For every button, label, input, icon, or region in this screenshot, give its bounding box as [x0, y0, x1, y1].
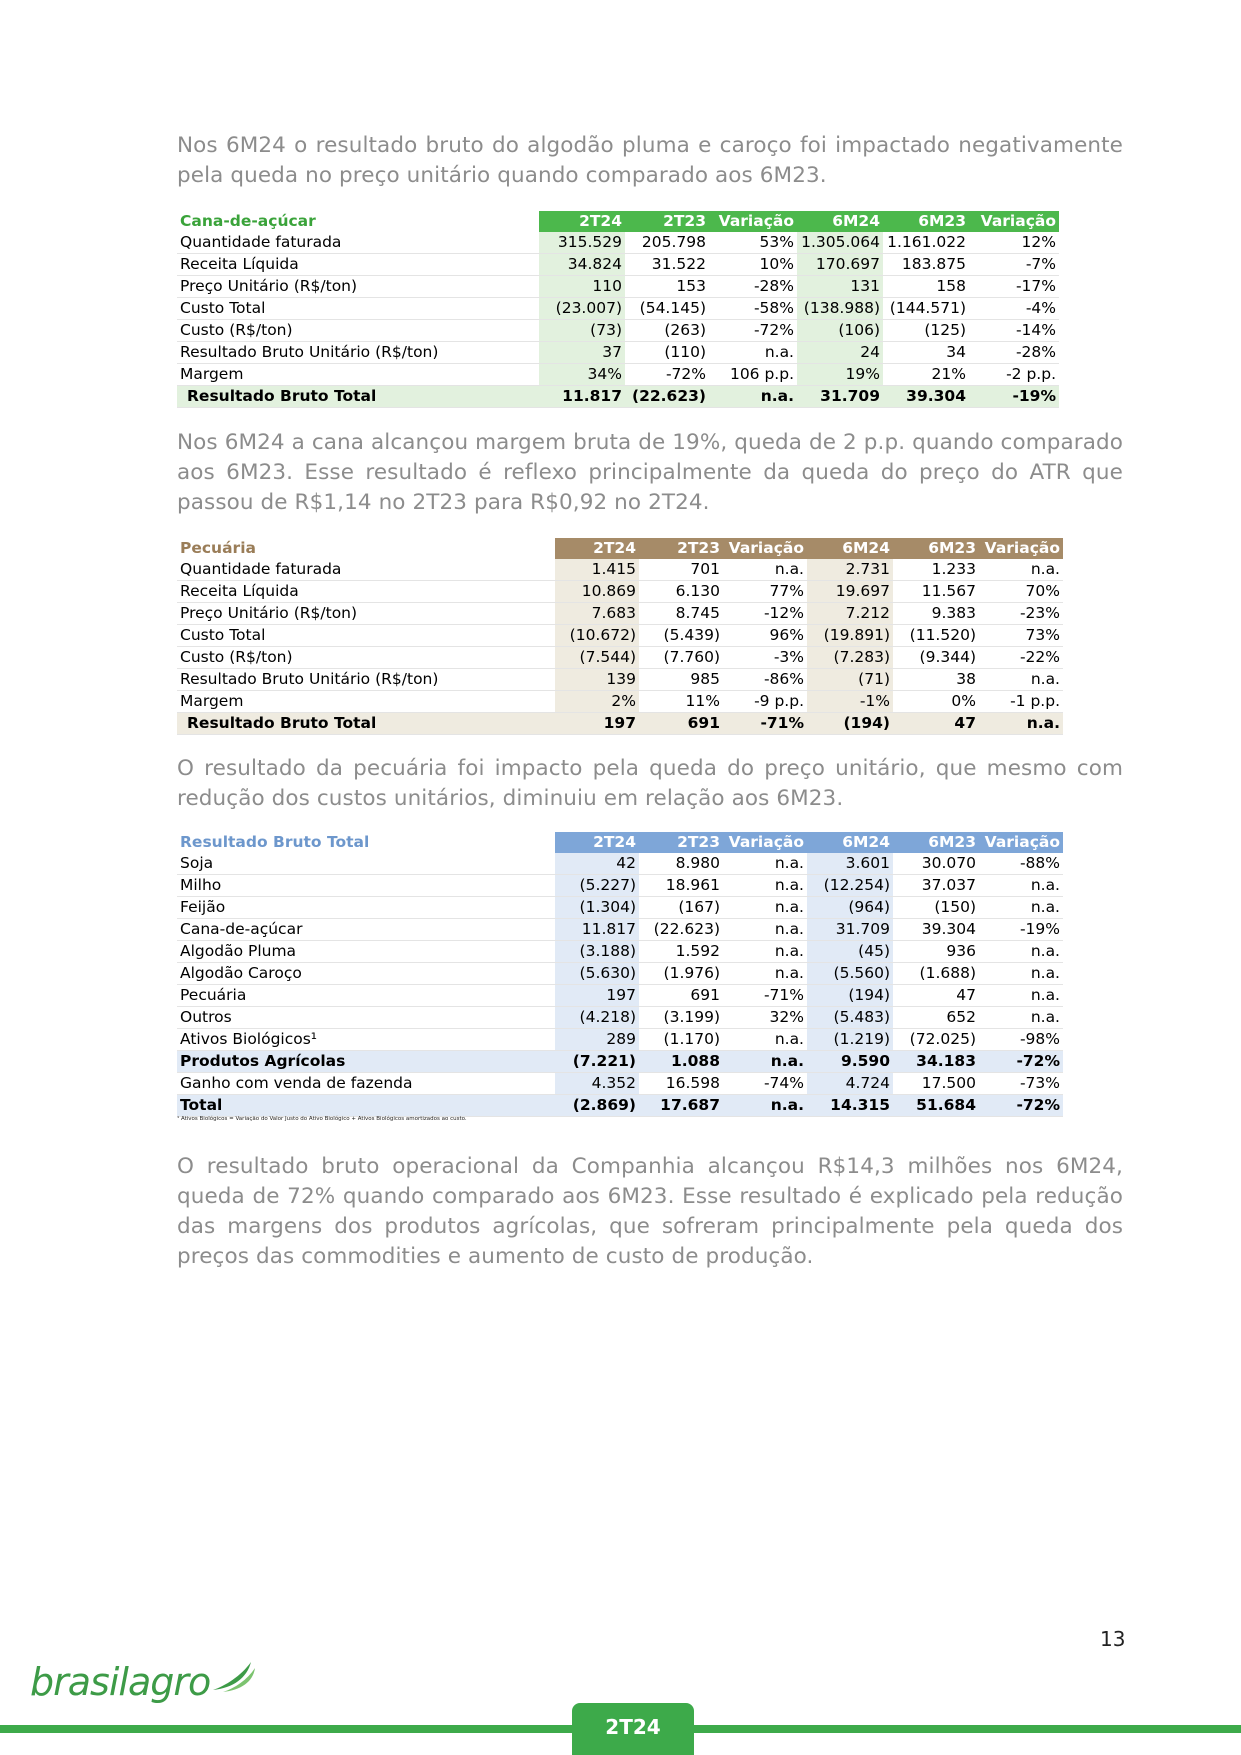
pecuaria-row-label: Margem: [177, 691, 555, 713]
resultado-row-label: Cana-de-açúcar: [177, 919, 555, 941]
pecuaria-cell: 701: [639, 559, 723, 581]
cana-cell: -72%: [625, 364, 709, 386]
resultado-row-label: Pecuária: [177, 985, 555, 1007]
paragraph-algodao: Nos 6M24 o resultado bruto do algodão pluma e caroço foi impactado negativamente pela queda no preço unitário quando comparado aos 6M23.: [177, 133, 1123, 188]
resultado-row: [177, 1073, 1063, 1095]
pecuaria-cell: n.a.: [979, 713, 1063, 735]
resultado-cell: 652: [893, 1007, 979, 1029]
resultado-cell: n.a.: [979, 941, 1063, 963]
cana-cell: -7%: [969, 254, 1059, 276]
pecuaria-cell: 77%: [723, 581, 807, 603]
pecuaria-cell: 0%: [893, 691, 979, 713]
pecuaria-row-label: Receita Líquida: [177, 581, 555, 603]
cana-cell: 53%: [709, 232, 797, 254]
pecuaria-cell: 38: [893, 669, 979, 691]
pecuaria-cell: 2.731: [807, 559, 893, 581]
cana-cell: -4%: [969, 298, 1059, 320]
cana-row: [177, 298, 1059, 320]
resultado-row-label: Milho: [177, 875, 555, 897]
resultado-cell: 37.037: [893, 875, 979, 897]
resultado-title: Resultado Bruto Total: [177, 832, 555, 853]
cana-cell: 106 p.p.: [709, 364, 797, 386]
cana-col-header: 6M23: [883, 211, 969, 232]
resultado-cell: (1.170): [639, 1029, 723, 1051]
resultado-cell: 289: [555, 1029, 639, 1051]
paragraph-resultado: O resultado bruto operacional da Companhia alcançou R$14,3 milhões nos 6M24, queda de 72% quando comparado aos 6M23. Esse resultado é explicado pela redução das margens dos produtos agrícolas, que sofreram principalmente pela queda dos preços das commodities e aumento de custo de produção.: [177, 1154, 1123, 1269]
resultado-cell: (1.304): [555, 897, 639, 919]
pecuaria-cell: 19.697: [807, 581, 893, 603]
pecuaria-row-label: Resultado Bruto Unitário (R$/ton): [177, 669, 555, 691]
pecuaria-row: [177, 603, 1063, 625]
cana-cell: 34.824: [539, 254, 625, 276]
cana-cell: 170.697: [797, 254, 883, 276]
resultado-row: [177, 963, 1063, 985]
resultado-cell: (167): [639, 897, 723, 919]
resultado-cell: (4.218): [555, 1007, 639, 1029]
resultado-cell: 31.709: [807, 919, 893, 941]
resultado-cell: (7.221): [555, 1051, 639, 1073]
resultado-row-label: Outros: [177, 1007, 555, 1029]
resultado-cell: -71%: [723, 985, 807, 1007]
resultado-cell: (12.254): [807, 875, 893, 897]
cana-cell: n.a.: [709, 342, 797, 364]
resultado-cell: 32%: [723, 1007, 807, 1029]
cana-row-label: Margem: [177, 364, 539, 386]
cana-cell: -28%: [969, 342, 1059, 364]
resultado-cell: 47: [893, 985, 979, 1007]
cana-cell: -19%: [969, 386, 1059, 408]
pecuaria-cell: -86%: [723, 669, 807, 691]
cana-row: [177, 364, 1059, 386]
resultado-cell: n.a.: [723, 897, 807, 919]
pecuaria-cell: (7.283): [807, 647, 893, 669]
cana-col-header: 2T24: [539, 211, 625, 232]
pecuaria-cell: 1.415: [555, 559, 639, 581]
cana-cell: -2 p.p.: [969, 364, 1059, 386]
pecuaria-table: [177, 538, 1063, 735]
pecuaria-cell: (11.520): [893, 625, 979, 647]
resultado-cell: -88%: [979, 853, 1063, 875]
resultado-cell: 14.315: [807, 1095, 893, 1117]
resultado-cell: n.a.: [723, 1051, 807, 1073]
resultado-row: [177, 1051, 1063, 1073]
resultado-col-header: Variação: [979, 832, 1063, 853]
pecuaria-cell: 73%: [979, 625, 1063, 647]
resultado-cell: -72%: [979, 1095, 1063, 1117]
pecuaria-cell: -12%: [723, 603, 807, 625]
pecuaria-cell: -22%: [979, 647, 1063, 669]
resultado-row: [177, 897, 1063, 919]
pecuaria-row: [177, 647, 1063, 669]
resultado-body: [177, 853, 1063, 1117]
cana-cell: (23.007): [539, 298, 625, 320]
cana-row: [177, 254, 1059, 276]
pecuaria-row: [177, 713, 1063, 735]
pecuaria-row-label: Preço Unitário (R$/ton): [177, 603, 555, 625]
resultado-row-label: Ativos Biológicos¹: [177, 1029, 555, 1051]
cana-row: [177, 386, 1059, 408]
resultado-cell: -73%: [979, 1073, 1063, 1095]
resultado-cell: (22.623): [639, 919, 723, 941]
resultado-cell: n.a.: [979, 897, 1063, 919]
resultado-cell: (5.227): [555, 875, 639, 897]
resultado-cell: 30.070: [893, 853, 979, 875]
resultado-row: [177, 875, 1063, 897]
cana-row-label: Resultado Bruto Total: [177, 386, 539, 408]
resultado-cell: n.a.: [723, 963, 807, 985]
cana-row: [177, 276, 1059, 298]
cana-cell: (263): [625, 320, 709, 342]
cana-row-label: Custo (R$/ton): [177, 320, 539, 342]
pecuaria-cell: 985: [639, 669, 723, 691]
resultado-cell: n.a.: [723, 853, 807, 875]
resultado-cell: 4.352: [555, 1073, 639, 1095]
cana-cell: 10%: [709, 254, 797, 276]
resultado-cell: -74%: [723, 1073, 807, 1095]
cana-cell: -17%: [969, 276, 1059, 298]
pecuaria-row: [177, 559, 1063, 581]
cana-cell: -72%: [709, 320, 797, 342]
resultado-row-label: Produtos Agrícolas: [177, 1051, 555, 1073]
resultado-cell: 51.684: [893, 1095, 979, 1117]
cana-col-header: Variação: [709, 211, 797, 232]
cana-cell: 158: [883, 276, 969, 298]
resultado-cell: n.a.: [723, 1029, 807, 1051]
cana-col-header: 2T23: [625, 211, 709, 232]
cana-cell: 37: [539, 342, 625, 364]
cana-cell: 315.529: [539, 232, 625, 254]
pecuaria-cell: 11%: [639, 691, 723, 713]
logo-wordmark: brasilagro: [30, 1660, 211, 1704]
cana-cell: 1.161.022: [883, 232, 969, 254]
resultado-cell: -72%: [979, 1051, 1063, 1073]
resultado-col-header: 2T24: [555, 832, 639, 853]
cana-col-header: 6M24: [797, 211, 883, 232]
pecuaria-cell: 1.233: [893, 559, 979, 581]
logo-leaf-icon: [211, 1660, 257, 1694]
cana-row-label: Resultado Bruto Unitário (R$/ton): [177, 342, 539, 364]
resultado-cell: 34.183: [893, 1051, 979, 1073]
resultado-cell: -98%: [979, 1029, 1063, 1051]
cana-cell: -28%: [709, 276, 797, 298]
cana-cell: (138.988): [797, 298, 883, 320]
cana-cell: (125): [883, 320, 969, 342]
resultado-header-row: [177, 832, 1063, 853]
resultado-row: [177, 919, 1063, 941]
pecuaria-title: Pecuária: [177, 538, 555, 559]
pecuaria-cell: 691: [639, 713, 723, 735]
pecuaria-cell: 2%: [555, 691, 639, 713]
cana-col-header: Variação: [969, 211, 1059, 232]
resultado-cell: 1.088: [639, 1051, 723, 1073]
resultado-cell: n.a.: [979, 875, 1063, 897]
resultado-col-header: 6M23: [893, 832, 979, 853]
cana-cell: 131: [797, 276, 883, 298]
resultado-cell: (45): [807, 941, 893, 963]
resultado-cell: 42: [555, 853, 639, 875]
resultado-row-label: Total: [177, 1095, 555, 1117]
pecuaria-cell: 11.567: [893, 581, 979, 603]
cana-row: [177, 342, 1059, 364]
resultado-row-label: Algodão Pluma: [177, 941, 555, 963]
pecuaria-cell: (194): [807, 713, 893, 735]
pecuaria-cell: 10.869: [555, 581, 639, 603]
resultado-cell: 197: [555, 985, 639, 1007]
cana-table: [177, 211, 1059, 408]
pecuaria-cell: (10.672): [555, 625, 639, 647]
resultado-cell: 691: [639, 985, 723, 1007]
resultado-cell: (3.188): [555, 941, 639, 963]
pecuaria-cell: 9.383: [893, 603, 979, 625]
pecuaria-row-label: Custo (R$/ton): [177, 647, 555, 669]
resultado-row-label: Algodão Caroço: [177, 963, 555, 985]
pecuaria-cell: 6.130: [639, 581, 723, 603]
resultado-cell: 3.601: [807, 853, 893, 875]
resultado-row: [177, 941, 1063, 963]
pecuaria-cell: (71): [807, 669, 893, 691]
pecuaria-body: [177, 559, 1063, 735]
pecuaria-cell: -1%: [807, 691, 893, 713]
resultado-cell: 8.980: [639, 853, 723, 875]
pecuaria-row-label: Resultado Bruto Total: [177, 713, 555, 735]
pecuaria-cell: (19.891): [807, 625, 893, 647]
resultado-cell: 1.592: [639, 941, 723, 963]
resultado-cell: (2.869): [555, 1095, 639, 1117]
resultado-cell: 18.961: [639, 875, 723, 897]
resultado-col-header: 6M24: [807, 832, 893, 853]
cana-cell: 19%: [797, 364, 883, 386]
pecuaria-row-label: Custo Total: [177, 625, 555, 647]
cana-cell: -58%: [709, 298, 797, 320]
cana-cell: 11.817: [539, 386, 625, 408]
resultado-row: [177, 1007, 1063, 1029]
resultado-cell: (72.025): [893, 1029, 979, 1051]
resultado-cell: (1.976): [639, 963, 723, 985]
resultado-row-label: Ganho com venda de fazenda: [177, 1073, 555, 1095]
resultado-col-header: 2T23: [639, 832, 723, 853]
cana-cell: (144.571): [883, 298, 969, 320]
resultado-cell: 17.687: [639, 1095, 723, 1117]
cana-header-row: [177, 211, 1059, 232]
pecuaria-cell: n.a.: [979, 559, 1063, 581]
cana-cell: 110: [539, 276, 625, 298]
resultado-cell: 936: [893, 941, 979, 963]
pecuaria-cell: 96%: [723, 625, 807, 647]
pecuaria-cell: 7.683: [555, 603, 639, 625]
cana-cell: (106): [797, 320, 883, 342]
cana-cell: 205.798: [625, 232, 709, 254]
cana-cell: 183.875: [883, 254, 969, 276]
brasilagro-logo: [30, 1660, 257, 1704]
resultado-row-label: Feijão: [177, 897, 555, 919]
pecuaria-cell: 70%: [979, 581, 1063, 603]
pecuaria-cell: 47: [893, 713, 979, 735]
cana-cell: 12%: [969, 232, 1059, 254]
cana-cell: (22.623): [625, 386, 709, 408]
pecuaria-col-header: 2T23: [639, 538, 723, 559]
cana-row-label: Preço Unitário (R$/ton): [177, 276, 539, 298]
pecuaria-cell: -23%: [979, 603, 1063, 625]
period-tab: 2T24: [572, 1703, 694, 1755]
pecuaria-col-header: Variação: [979, 538, 1063, 559]
resultado-cell: (150): [893, 897, 979, 919]
resultado-cell: (964): [807, 897, 893, 919]
footnote: ¹ Ativos Biológicos = Variação do Valor Justo do Ativo Biológico + Ativos Biológicos amortizados ao custo.: [177, 1116, 467, 1122]
resultado-cell: 9.590: [807, 1051, 893, 1073]
resultado-cell: (5.483): [807, 1007, 893, 1029]
pecuaria-cell: -3%: [723, 647, 807, 669]
pecuaria-row-label: Quantidade faturada: [177, 559, 555, 581]
pecuaria-cell: n.a.: [979, 669, 1063, 691]
resultado-row: [177, 853, 1063, 875]
resultado-cell: (1.219): [807, 1029, 893, 1051]
resultado-col-header: Variação: [723, 832, 807, 853]
resultado-cell: (5.560): [807, 963, 893, 985]
resultado-cell: 39.304: [893, 919, 979, 941]
pecuaria-col-header: 6M24: [807, 538, 893, 559]
pecuaria-col-header: 2T24: [555, 538, 639, 559]
cana-body: [177, 232, 1059, 408]
pecuaria-col-header: 6M23: [893, 538, 979, 559]
pecuaria-cell: n.a.: [723, 559, 807, 581]
pecuaria-header-row: [177, 538, 1063, 559]
pecuaria-cell: 197: [555, 713, 639, 735]
cana-row-label: Receita Líquida: [177, 254, 539, 276]
page-number: 13: [1100, 1627, 1126, 1651]
pecuaria-cell: (5.439): [639, 625, 723, 647]
resultado-row: [177, 985, 1063, 1007]
pecuaria-cell: -9 p.p.: [723, 691, 807, 713]
resultado-cell: (5.630): [555, 963, 639, 985]
cana-cell: (110): [625, 342, 709, 364]
resultado-cell: -19%: [979, 919, 1063, 941]
cana-cell: (54.145): [625, 298, 709, 320]
cana-cell: -14%: [969, 320, 1059, 342]
cana-row-label: Quantidade faturada: [177, 232, 539, 254]
cana-cell: 153: [625, 276, 709, 298]
cana-cell: 34%: [539, 364, 625, 386]
resultado-cell: (194): [807, 985, 893, 1007]
cana-cell: 31.522: [625, 254, 709, 276]
pecuaria-cell: 139: [555, 669, 639, 691]
pecuaria-cell: 8.745: [639, 603, 723, 625]
resultado-cell: 17.500: [893, 1073, 979, 1095]
cana-row-label: Custo Total: [177, 298, 539, 320]
cana-cell: 1.305.064: [797, 232, 883, 254]
resultado-cell: (1.688): [893, 963, 979, 985]
resultado-cell: (3.199): [639, 1007, 723, 1029]
resultado-cell: n.a.: [723, 875, 807, 897]
pecuaria-row: [177, 669, 1063, 691]
cana-row: [177, 232, 1059, 254]
paragraph-pecuaria: O resultado da pecuária foi impacto pela queda do preço unitário, que mesmo com redução dos custos unitários, diminuiu em relação aos 6M23.: [177, 756, 1123, 811]
pecuaria-cell: (7.544): [555, 647, 639, 669]
pecuaria-col-header: Variação: [723, 538, 807, 559]
resultado-cell: n.a.: [723, 941, 807, 963]
cana-cell: 31.709: [797, 386, 883, 408]
cana-cell: 24: [797, 342, 883, 364]
cana-row: [177, 320, 1059, 342]
resultado-cell: n.a.: [979, 985, 1063, 1007]
resultado-cell: n.a.: [723, 1095, 807, 1117]
cana-cell: n.a.: [709, 386, 797, 408]
resultado-cell: 16.598: [639, 1073, 723, 1095]
pecuaria-cell: -71%: [723, 713, 807, 735]
pecuaria-cell: (7.760): [639, 647, 723, 669]
cana-cell: (73): [539, 320, 625, 342]
pecuaria-row: [177, 625, 1063, 647]
pecuaria-cell: 7.212: [807, 603, 893, 625]
pecuaria-cell: -1 p.p.: [979, 691, 1063, 713]
cana-title: Cana-de-açúcar: [177, 211, 539, 232]
resultado-row-label: Soja: [177, 853, 555, 875]
resultado-cell: n.a.: [979, 963, 1063, 985]
resultado-cell: 4.724: [807, 1073, 893, 1095]
cana-cell: 39.304: [883, 386, 969, 408]
pecuaria-row: [177, 581, 1063, 603]
resultado-cell: n.a.: [979, 1007, 1063, 1029]
cana-cell: 34: [883, 342, 969, 364]
resultado-table: [177, 832, 1063, 1117]
resultado-row: [177, 1095, 1063, 1117]
paragraph-cana: Nos 6M24 a cana alcançou margem bruta de 19%, queda de 2 p.p. quando comparado aos 6M23. Esse resultado é reflexo principalmente da queda do preço do ATR que passou de R$1,14 no 2T23 para R$0,92 no 2T24.: [177, 430, 1123, 515]
cana-cell: 21%: [883, 364, 969, 386]
resultado-cell: n.a.: [723, 919, 807, 941]
resultado-cell: 11.817: [555, 919, 639, 941]
pecuaria-row: [177, 691, 1063, 713]
pecuaria-cell: (9.344): [893, 647, 979, 669]
resultado-row: [177, 1029, 1063, 1051]
